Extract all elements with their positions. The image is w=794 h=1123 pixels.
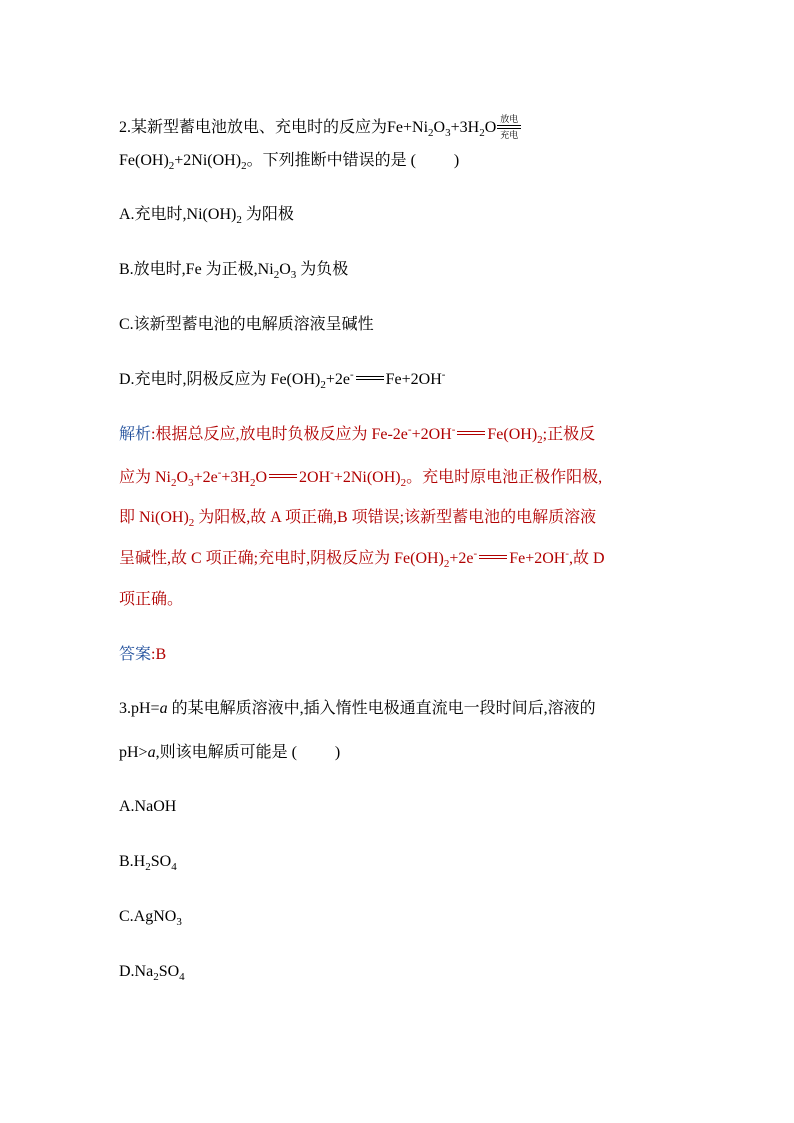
q2-option-d: D.充电时,阴极反应为 $Fe(OH)_2+2e^-$ Fe+2OH- (119, 368, 446, 392)
q3-option-c: C.AgNO$_3$ (119, 908, 182, 929)
analysis-label: 解析 (119, 426, 152, 443)
analysis-line5: 项正确。 (119, 591, 184, 608)
q2-option-c: C.该新型蓄电池的电解质溶液呈碱性 (119, 316, 374, 333)
q3-stem-line2: pH>a,则该电解质可能是 ( ) (119, 744, 341, 761)
q3-option-d: $D.Na_2SO_4$ (119, 963, 185, 984)
analysis-line4: 呈碱性,故 C 项正确;充电时,阴极反应为 $Fe(OH)_2+2e^-$ Fe+2OH-,故 D (119, 547, 605, 571)
answer-label: 答案 (119, 646, 152, 663)
analysis-line3: 即 $Ni(OH)_2$ 为阳极,故 A 项正确,B 项错误;该新型蓄电池的电解质溶液 (119, 509, 597, 530)
q3-option-a: A.NaOH (119, 798, 177, 815)
q2-stem-line2: $Fe(OH)_2+2Ni(OH)_2$。下列推断中错误的是 ( ) (119, 152, 460, 173)
q3-stem-line1: 3.pH=a 的某电解质溶液中,插入惰性电极通直流电一段时间后,溶液的 (119, 700, 596, 717)
equals-sign (356, 376, 384, 380)
q2-option-b: B.放电时,Fe 为正极$,Ni_2O_3$ 为负极 (119, 261, 349, 282)
analysis-line2: 应为 $Ni_2O_3+2e^-+3H_2O$ $2OH^-+2Ni(OH)_2$。充电时原电池正极作阳极, (119, 466, 603, 490)
analysis-line1: 解析:根据总反应,放电时负极反应为 Fe-2e-+2OH- $Fe(OH)_2$;正极反 (119, 423, 596, 447)
q3-option-b: $B.H_2SO_4$ (119, 853, 177, 874)
answer-line (119, 645, 166, 665)
q2-stem-line1: 2.某新型蓄电池放电、充电时的反应为$Fe+Ni_2O_3+3H_2O$ 放电 充电 (119, 114, 521, 140)
reversible-arrow-icon (497, 124, 521, 130)
reaction-condition: 放电 充电 (497, 114, 521, 140)
answer-value: :B (151, 646, 167, 663)
q2-option-a: A.充电时$,Ni(OH)_2$ 为阳极 (119, 206, 294, 227)
